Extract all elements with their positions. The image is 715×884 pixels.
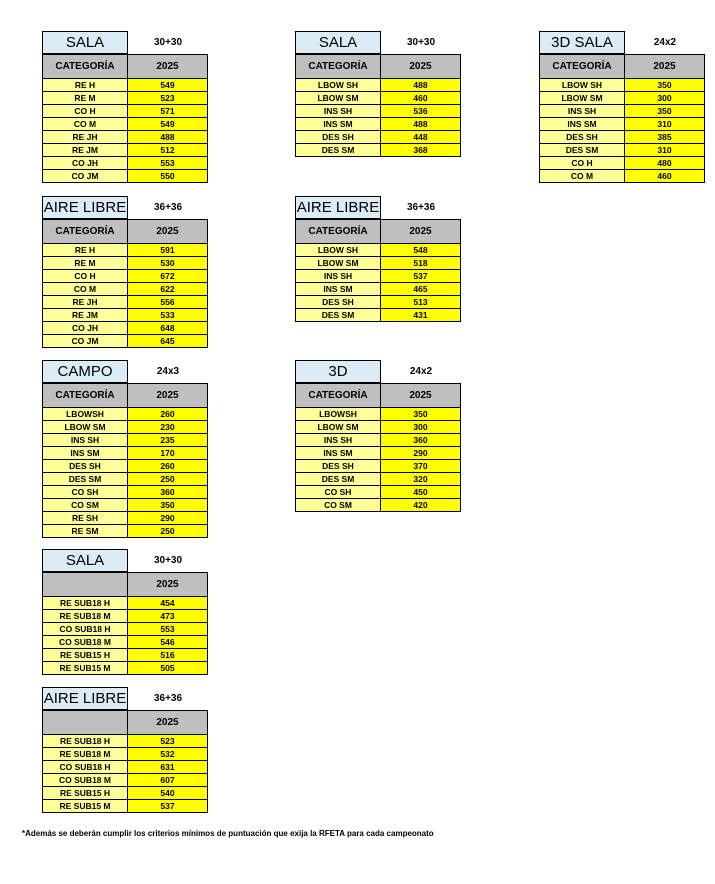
score-cell: 260 [127, 460, 208, 473]
table-row [42, 748, 208, 761]
column-headers [295, 383, 461, 408]
column-header-year: 2025 [380, 54, 461, 79]
score-cell: 512 [127, 144, 208, 157]
column-header-year: 2025 [624, 54, 705, 79]
category-cell: LBOW SM [295, 421, 380, 434]
score-cell: 465 [380, 283, 461, 296]
column-headers [295, 219, 461, 244]
category-cell: CO JH [42, 322, 127, 335]
score-cell: 533 [127, 309, 208, 322]
score-cell: 350 [624, 79, 705, 92]
table-row [295, 92, 461, 105]
score-table [42, 31, 208, 183]
table-row [42, 296, 208, 309]
score-cell: 480 [624, 157, 705, 170]
score-table [539, 31, 705, 183]
score-cell: 523 [127, 735, 208, 748]
column-header-category [42, 572, 127, 597]
category-cell: RE H [42, 79, 127, 92]
table-row [42, 131, 208, 144]
category-cell: LBOW SH [295, 79, 380, 92]
score-cell: 607 [127, 774, 208, 787]
table-row [539, 92, 705, 105]
score-cell: 550 [127, 170, 208, 183]
table-spec: 36+36 [127, 196, 208, 219]
table-title: SALA [42, 549, 127, 572]
table-row [42, 649, 208, 662]
table-spec: 30+30 [127, 31, 208, 54]
column-header-category: CATEGORÍA [295, 54, 380, 79]
score-cell: 672 [127, 270, 208, 283]
table-row [42, 460, 208, 473]
category-cell: CO SUB18 H [42, 761, 127, 774]
score-cell: 250 [127, 525, 208, 538]
table-header [295, 196, 461, 219]
table-row [42, 623, 208, 636]
table-row [539, 118, 705, 131]
column-header-year: 2025 [127, 219, 208, 244]
category-cell: CO M [539, 170, 624, 183]
column-header-year: 2025 [380, 383, 461, 408]
table-row [42, 636, 208, 649]
score-cell: 290 [380, 447, 461, 460]
column-headers [42, 572, 208, 597]
column-header-year: 2025 [127, 54, 208, 79]
table-row [42, 335, 208, 348]
score-table [42, 360, 208, 538]
table-row [42, 118, 208, 131]
category-cell: DES SM [295, 144, 380, 157]
category-cell: DES SH [295, 460, 380, 473]
category-cell: RE SUB15 H [42, 787, 127, 800]
score-cell: 553 [127, 157, 208, 170]
score-table [42, 196, 208, 348]
table-row [42, 421, 208, 434]
table-row [295, 131, 461, 144]
score-cell: 488 [380, 79, 461, 92]
category-cell: CO JM [42, 335, 127, 348]
score-cell: 488 [380, 118, 461, 131]
column-header-category: CATEGORÍA [42, 383, 127, 408]
score-cell: 553 [127, 623, 208, 636]
score-cell: 645 [127, 335, 208, 348]
category-cell: CO H [539, 157, 624, 170]
table-row [42, 525, 208, 538]
score-cell: 505 [127, 662, 208, 675]
category-cell: RE SUB15 M [42, 800, 127, 813]
score-cell: 556 [127, 296, 208, 309]
score-cell: 420 [380, 499, 461, 512]
score-cell: 518 [380, 257, 461, 270]
category-cell: INS SH [539, 105, 624, 118]
table-header [295, 360, 461, 383]
score-cell: 368 [380, 144, 461, 157]
table-header [42, 31, 208, 54]
category-cell: DES SH [539, 131, 624, 144]
table-row [295, 144, 461, 157]
score-cell: 300 [380, 421, 461, 434]
category-cell: INS SM [295, 118, 380, 131]
table-row [295, 296, 461, 309]
category-cell: INS SH [295, 434, 380, 447]
category-cell: RE SUB18 H [42, 735, 127, 748]
table-row [42, 92, 208, 105]
score-cell: 537 [380, 270, 461, 283]
table-spec: 36+36 [127, 687, 208, 710]
score-cell: 454 [127, 597, 208, 610]
category-cell: RE M [42, 92, 127, 105]
category-cell: RE JH [42, 296, 127, 309]
table-spec: 36+36 [380, 196, 461, 219]
category-cell: CO H [42, 270, 127, 283]
table-title: 3D [295, 360, 380, 383]
category-cell: RE H [42, 244, 127, 257]
category-cell: INS SM [42, 447, 127, 460]
category-cell: DES SH [295, 131, 380, 144]
score-cell: 516 [127, 649, 208, 662]
score-cell: 450 [380, 486, 461, 499]
table-row [295, 118, 461, 131]
category-cell: CO H [42, 105, 127, 118]
table-row [295, 408, 461, 421]
category-cell: CO SUB18 M [42, 636, 127, 649]
score-cell: 488 [127, 131, 208, 144]
table-row [295, 486, 461, 499]
column-header-year: 2025 [127, 572, 208, 597]
table-spec: 30+30 [380, 31, 461, 54]
category-cell: RE M [42, 257, 127, 270]
table-row [42, 244, 208, 257]
category-cell: INS SM [295, 283, 380, 296]
category-cell: RE SH [42, 512, 127, 525]
category-cell: RE SUB18 M [42, 610, 127, 623]
table-spec: 24x2 [380, 360, 461, 383]
table-row [42, 735, 208, 748]
column-headers [42, 383, 208, 408]
category-cell: CO SH [42, 486, 127, 499]
score-table [295, 360, 461, 512]
category-cell: DES SM [539, 144, 624, 157]
column-header-year: 2025 [380, 219, 461, 244]
score-cell: 548 [380, 244, 461, 257]
score-cell: 536 [380, 105, 461, 118]
score-cell: 532 [127, 748, 208, 761]
category-cell: LBOW SM [295, 257, 380, 270]
table-title: SALA [42, 31, 127, 54]
table-row [42, 787, 208, 800]
table-row [42, 761, 208, 774]
score-cell: 250 [127, 473, 208, 486]
score-cell: 537 [127, 800, 208, 813]
footnote: *Además se deberán cumplir los criterios mínimos de puntuación que exija la RFETA para cada campeonato [22, 829, 434, 838]
category-cell: RE JM [42, 144, 127, 157]
score-cell: 530 [127, 257, 208, 270]
table-row [42, 408, 208, 421]
table-row [42, 170, 208, 183]
table-row [295, 309, 461, 322]
score-cell: 648 [127, 322, 208, 335]
table-row [295, 447, 461, 460]
table-spec: 24x3 [127, 360, 208, 383]
table-title: SALA [295, 31, 380, 54]
category-cell: LBOW SH [539, 79, 624, 92]
table-spec: 24x2 [624, 31, 705, 54]
table-row [42, 499, 208, 512]
table-row [42, 270, 208, 283]
score-cell: 385 [624, 131, 705, 144]
score-cell: 523 [127, 92, 208, 105]
category-cell: RE SUB18 M [42, 748, 127, 761]
table-row [42, 283, 208, 296]
score-cell: 571 [127, 105, 208, 118]
category-cell: RE SUB15 M [42, 662, 127, 675]
score-cell: 350 [127, 499, 208, 512]
table-header [42, 687, 208, 710]
table-row [539, 79, 705, 92]
score-cell: 370 [380, 460, 461, 473]
category-cell: CO JH [42, 157, 127, 170]
category-cell: DES SM [42, 473, 127, 486]
category-cell: LBOW SH [295, 244, 380, 257]
score-cell: 360 [380, 434, 461, 447]
score-table [295, 31, 461, 157]
table-row [42, 157, 208, 170]
score-cell: 540 [127, 787, 208, 800]
table-header [295, 31, 461, 54]
table-row [539, 144, 705, 157]
table-header [42, 196, 208, 219]
category-cell: CO SM [42, 499, 127, 512]
score-cell: 513 [380, 296, 461, 309]
score-cell: 235 [127, 434, 208, 447]
table-row [539, 131, 705, 144]
table-title: 3D SALA [539, 31, 624, 54]
table-row [42, 486, 208, 499]
table-header [42, 549, 208, 572]
category-cell: CO JM [42, 170, 127, 183]
score-cell: 230 [127, 421, 208, 434]
table-row [295, 421, 461, 434]
score-cell: 260 [127, 408, 208, 421]
table-row [295, 499, 461, 512]
table-row [42, 105, 208, 118]
table-row [42, 597, 208, 610]
category-cell: INS SH [42, 434, 127, 447]
table-row [295, 460, 461, 473]
table-row [295, 257, 461, 270]
table-row [295, 434, 461, 447]
score-table [42, 687, 208, 813]
column-header-year: 2025 [127, 710, 208, 735]
score-cell: 549 [127, 79, 208, 92]
column-header-category: CATEGORÍA [295, 219, 380, 244]
table-row [42, 447, 208, 460]
table-header [539, 31, 705, 54]
score-cell: 431 [380, 309, 461, 322]
table-row [42, 662, 208, 675]
category-cell: INS SM [539, 118, 624, 131]
table-row [295, 283, 461, 296]
table-title: CAMPO [42, 360, 127, 383]
table-header [42, 360, 208, 383]
score-cell: 448 [380, 131, 461, 144]
category-cell: INS SH [295, 105, 380, 118]
table-row [295, 105, 461, 118]
score-table [295, 196, 461, 322]
table-row [42, 144, 208, 157]
table-row [42, 79, 208, 92]
score-cell: 290 [127, 512, 208, 525]
table-row [295, 79, 461, 92]
category-cell: LBOWSH [295, 408, 380, 421]
table-row [42, 774, 208, 787]
category-cell: CO SM [295, 499, 380, 512]
table-row [295, 473, 461, 486]
table-row [295, 270, 461, 283]
score-cell: 473 [127, 610, 208, 623]
score-cell: 320 [380, 473, 461, 486]
table-title: AIRE LIBRE [42, 196, 127, 219]
score-table [42, 549, 208, 675]
category-cell: INS SM [295, 447, 380, 460]
table-row [295, 244, 461, 257]
score-cell: 591 [127, 244, 208, 257]
table-title: AIRE LIBRE [42, 687, 127, 710]
column-header-category [42, 710, 127, 735]
category-cell: DES SH [295, 296, 380, 309]
column-headers [42, 219, 208, 244]
category-cell: LBOW SM [539, 92, 624, 105]
column-header-category: CATEGORÍA [42, 219, 127, 244]
category-cell: DES SH [42, 460, 127, 473]
category-cell: DES SM [295, 473, 380, 486]
category-cell: DES SM [295, 309, 380, 322]
table-row [42, 473, 208, 486]
table-row [42, 257, 208, 270]
column-header-category: CATEGORÍA [295, 383, 380, 408]
category-cell: RE JM [42, 309, 127, 322]
category-cell: RE SM [42, 525, 127, 538]
category-cell: INS SH [295, 270, 380, 283]
column-header-category: CATEGORÍA [42, 54, 127, 79]
table-title: AIRE LIBRE [295, 196, 380, 219]
score-cell: 360 [127, 486, 208, 499]
category-cell: LBOWSH [42, 408, 127, 421]
category-cell: CO SUB18 M [42, 774, 127, 787]
table-row [42, 610, 208, 623]
score-cell: 460 [624, 170, 705, 183]
category-cell: LBOW SM [295, 92, 380, 105]
table-row [42, 512, 208, 525]
column-headers [539, 54, 705, 79]
column-header-year: 2025 [127, 383, 208, 408]
category-cell: RE SUB18 H [42, 597, 127, 610]
category-cell: CO SUB18 H [42, 623, 127, 636]
category-cell: CO SH [295, 486, 380, 499]
column-header-category: CATEGORÍA [539, 54, 624, 79]
score-cell: 350 [380, 408, 461, 421]
score-cell: 300 [624, 92, 705, 105]
score-cell: 350 [624, 105, 705, 118]
score-cell: 546 [127, 636, 208, 649]
table-row [42, 800, 208, 813]
table-row [539, 170, 705, 183]
category-cell: RE SUB15 H [42, 649, 127, 662]
category-cell: CO M [42, 118, 127, 131]
category-cell: RE JH [42, 131, 127, 144]
column-headers [295, 54, 461, 79]
table-row [539, 157, 705, 170]
score-cell: 170 [127, 447, 208, 460]
score-cell: 310 [624, 144, 705, 157]
table-row [42, 322, 208, 335]
score-cell: 622 [127, 283, 208, 296]
score-cell: 310 [624, 118, 705, 131]
score-cell: 460 [380, 92, 461, 105]
column-headers [42, 710, 208, 735]
category-cell: CO M [42, 283, 127, 296]
column-headers [42, 54, 208, 79]
table-row [539, 105, 705, 118]
table-row [42, 434, 208, 447]
table-row [42, 309, 208, 322]
category-cell: LBOW SM [42, 421, 127, 434]
table-spec: 30+30 [127, 549, 208, 572]
score-cell: 549 [127, 118, 208, 131]
score-cell: 631 [127, 761, 208, 774]
